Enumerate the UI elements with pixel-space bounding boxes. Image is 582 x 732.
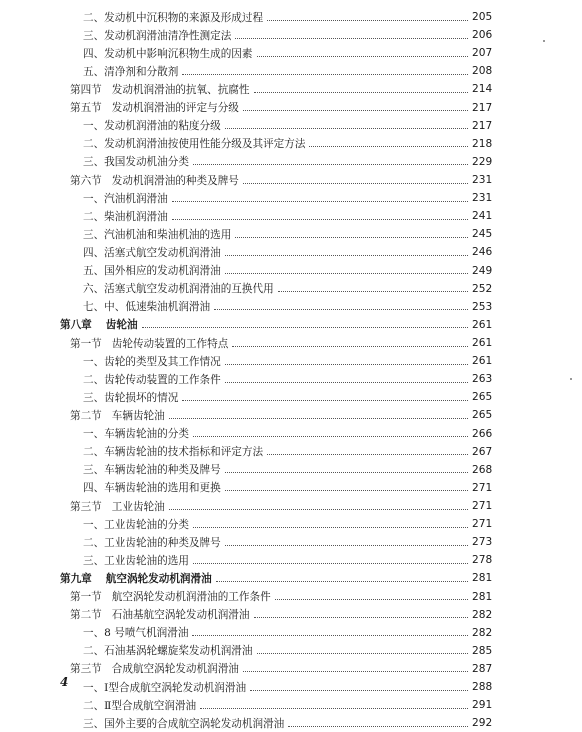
toc-entry-title: [70, 589, 271, 604]
toc-subsection-row: [0, 624, 582, 642]
toc-entry-text: 四、发动机中影响沉积物生成的因素: [83, 47, 253, 60]
dot-leader: [225, 382, 468, 383]
toc-entry-title: [83, 191, 168, 206]
dot-leader: [172, 201, 468, 202]
toc-page-number: 206: [472, 29, 493, 42]
dot-leader: [214, 309, 468, 310]
toc-entry-title: [83, 553, 189, 568]
toc-subsection-row: [0, 298, 582, 316]
toc-page-number: 214: [472, 83, 493, 96]
dot-leader: [243, 183, 468, 184]
dot-leader: [193, 164, 468, 165]
dot-leader: [216, 581, 468, 582]
toc-entry-text: 车辆齿轮油: [111, 409, 165, 422]
toc-subsection-row: [0, 225, 582, 243]
dot-leader: [225, 128, 468, 129]
toc-section-row: [0, 80, 582, 98]
dot-leader: [243, 671, 468, 672]
section-number: 第二节: [70, 609, 102, 622]
toc-page-number: 253: [472, 300, 493, 313]
toc-entry-title: [83, 28, 231, 43]
toc-entry-text: 一、工业齿轮油的分类: [83, 518, 189, 531]
toc-subsection-row: [0, 189, 582, 207]
toc-entry-text: 一、8 号喷气机润滑油: [83, 627, 189, 640]
toc-page-number: 261: [472, 318, 493, 331]
toc-entry-text: 四、活塞式航空发动机润滑油: [83, 246, 221, 259]
toc-page-number: 207: [472, 47, 493, 60]
toc-page-number: 287: [472, 662, 493, 675]
toc-entry-title: [60, 317, 138, 332]
dot-leader: [192, 635, 468, 636]
toc-entry-text: 一、齿轮的类型及其工作情况: [83, 355, 221, 368]
toc-subsection-row: [0, 551, 582, 569]
toc-page-number: 217: [472, 119, 493, 132]
toc-entry-text: 五、清净剂和分散剂: [83, 65, 179, 78]
toc-entry-text: 一、汽油机润滑油: [83, 192, 168, 205]
toc-entry-text: 齿轮传动装置的工作特点: [111, 337, 229, 350]
toc-entry-title: [83, 154, 189, 169]
toc-page-number: 229: [472, 155, 493, 168]
toc-subsection-row: [0, 135, 582, 153]
toc-page-number: 271: [472, 481, 493, 494]
section-number: 第二节: [70, 409, 102, 422]
toc-subsection-row: [0, 153, 582, 171]
toc-entry-text: 五、国外相应的发动机润滑油: [83, 265, 221, 278]
dot-leader: [275, 599, 468, 600]
toc-subsection-row: [0, 262, 582, 280]
dot-leader: [235, 237, 468, 238]
toc-entry-text: 三、齿轮损坏的情况: [83, 391, 179, 404]
section-number: 第六节: [70, 174, 102, 187]
dot-leader: [200, 708, 468, 709]
toc-page-number: 249: [472, 264, 493, 277]
toc-entry-title: [83, 46, 253, 61]
toc-entry-title: [83, 390, 178, 405]
toc-entry-text: 三、发动机润滑油清净性测定法: [83, 29, 232, 42]
dot-leader: [169, 509, 468, 510]
toc-entry-text: 航空涡轮发动机润滑油的工作条件: [111, 591, 271, 604]
toc-entry-text: 二、发动机润滑油按使用性能分级及其评定方法: [83, 138, 306, 151]
dot-leader: [225, 545, 468, 546]
toc-entry-text: 六、活塞式航空发动机润滑油的互换代用: [83, 283, 274, 296]
dot-leader: [142, 327, 468, 328]
scan-speck: [543, 40, 545, 42]
dot-leader: [193, 527, 468, 528]
toc-subsection-row: [0, 696, 582, 714]
toc-entry-text: 石油基航空涡轮发动机润滑油: [111, 609, 250, 622]
toc-subsection-row: [0, 117, 582, 135]
toc-section-row: [0, 406, 582, 424]
toc-page-number: 217: [472, 101, 493, 114]
toc-page-number: 261: [472, 337, 493, 350]
dot-leader: [182, 74, 468, 75]
toc-page-number: 218: [472, 137, 493, 150]
toc-entry-title: [70, 336, 228, 351]
dot-leader: [225, 273, 468, 274]
toc-entry-text: 二、发动机中沉积物的来源及形成过程: [83, 11, 264, 24]
dot-leader: [225, 472, 468, 473]
toc-page-number: 241: [472, 210, 493, 223]
toc-subsection-row: [0, 352, 582, 370]
toc-entry-title: [83, 372, 221, 387]
section-number: 第五节: [70, 102, 102, 115]
toc-entry-title: [83, 517, 189, 532]
toc-entry-title: [83, 281, 274, 296]
toc-entry-text: 发动机润滑油的种类及牌号: [111, 174, 239, 187]
chapter-number: 第八章: [60, 319, 92, 332]
toc-page-number: 278: [472, 554, 493, 567]
toc-page-number: 268: [472, 463, 493, 476]
toc-chapter-row: [0, 316, 582, 334]
toc-entry-title: [83, 136, 305, 151]
toc-subsection-row: [0, 678, 582, 696]
toc-subsection-row: [0, 8, 582, 26]
toc-page-number: 285: [472, 644, 493, 657]
dot-leader: [250, 690, 468, 691]
toc-entry-title: [83, 209, 168, 224]
toc-entry-title: [70, 100, 239, 115]
toc-entry-text: 二、柴油机润滑油: [83, 210, 168, 223]
dot-leader: [257, 56, 469, 57]
toc-entry-text: 发动机润滑油的抗氧、抗腐性: [111, 83, 250, 96]
toc-entry-text: 一、车辆齿轮油的分类: [83, 428, 189, 441]
toc-entry-title: [83, 227, 231, 242]
scan-speck: [570, 378, 572, 380]
toc-entry-title: [83, 462, 221, 477]
toc-entry-title: [83, 263, 221, 278]
toc-entry-text: 二、Ⅱ型合成航空润滑油: [83, 699, 197, 712]
toc-page-number: 282: [472, 608, 493, 621]
toc-entry-title: [83, 10, 263, 25]
dot-leader: [267, 454, 468, 455]
toc-entry-title: [83, 354, 221, 369]
toc-entry-text: 工业齿轮油: [111, 500, 165, 513]
toc-page-number: 208: [472, 65, 493, 78]
toc-entry-title: [70, 499, 165, 514]
dot-leader: [225, 490, 468, 491]
toc-subsection-row: [0, 425, 582, 443]
dot-leader: [193, 436, 468, 437]
toc-entry-title: [83, 299, 210, 314]
toc-subsection-row: [0, 479, 582, 497]
toc-entry-text: 三、我国发动机油分类: [83, 156, 189, 169]
toc-subsection-row: [0, 243, 582, 261]
toc-entry-title: [83, 118, 221, 133]
toc-chapter-row: [0, 569, 582, 587]
toc-page-number: 246: [472, 246, 493, 259]
toc-subsection-row: [0, 26, 582, 44]
toc-entry-title: [83, 680, 246, 695]
toc-entry-title: [83, 480, 221, 495]
toc-section-row: [0, 588, 582, 606]
toc-page-number: 273: [472, 536, 493, 549]
dot-leader: [225, 255, 468, 256]
toc-entry-title: [70, 607, 250, 622]
toc-subsection-row: [0, 461, 582, 479]
toc-entry-title: [83, 245, 221, 260]
dot-leader: [169, 418, 468, 419]
toc-entry-title: [83, 643, 253, 658]
toc-entry-text: 三、工业齿轮油的选用: [83, 554, 189, 567]
toc-entry-title: [83, 426, 189, 441]
dot-leader: [193, 563, 468, 564]
toc-page-number: 245: [472, 228, 493, 241]
toc-section-row: [0, 497, 582, 515]
dot-leader: [172, 219, 468, 220]
dot-leader: [232, 346, 468, 347]
toc-section-row: [0, 660, 582, 678]
dot-leader: [309, 146, 468, 147]
dot-leader: [278, 291, 468, 292]
chapter-number: 第九章: [60, 572, 92, 585]
toc-entry-title: [83, 698, 196, 713]
toc-entry-text: 航空涡轮发动机润滑油: [105, 572, 212, 585]
toc-page-number: 231: [472, 174, 493, 187]
toc-entry-text: 发动机润滑油的评定与分级: [111, 102, 239, 115]
toc-subsection-row: [0, 62, 582, 80]
toc-entry-title: [70, 173, 239, 188]
section-number: 第四节: [70, 83, 102, 96]
toc-entry-text: 一、Ⅰ型合成航空涡轮发动机润滑油: [83, 681, 247, 694]
toc-entry-text: 齿轮油: [105, 319, 138, 332]
toc-entry-title: [70, 82, 250, 97]
toc-page-number: 265: [472, 391, 493, 404]
toc-entry-title: [83, 535, 221, 550]
dot-leader: [267, 20, 468, 21]
toc-entry-text: 四、车辆齿轮油的选用和更换: [83, 482, 221, 495]
section-number: 第三节: [70, 500, 102, 513]
toc-entry-title: [83, 625, 188, 640]
toc-entry-text: 二、石油基涡轮螺旋桨发动机润滑油: [83, 645, 253, 658]
toc-entry-text: 三、国外主要的合成航空涡轮发动机润滑油: [83, 717, 285, 730]
toc-entry-title: [70, 661, 239, 676]
toc-page-number: 263: [472, 373, 493, 386]
toc-section-row: [0, 606, 582, 624]
toc-entry-text: 合成航空涡轮发动机润滑油: [111, 663, 239, 676]
section-number: 第一节: [70, 337, 102, 350]
toc-subsection-row: [0, 443, 582, 461]
toc-section-row: [0, 334, 582, 352]
toc-page-number: 282: [472, 626, 493, 639]
table-of-contents: [0, 8, 582, 732]
toc-entry-title: [83, 64, 178, 79]
toc-section-row: [0, 171, 582, 189]
toc-entry-text: 二、车辆齿轮油的技术指标和评定方法: [83, 446, 264, 459]
dot-leader: [254, 617, 469, 618]
toc-page-number: 291: [472, 699, 493, 712]
toc-entry-title: [70, 408, 165, 423]
toc-entry-text: 二、齿轮传动装置的工作条件: [83, 373, 221, 386]
toc-page-number: 267: [472, 445, 493, 458]
toc-page-number: 261: [472, 355, 493, 368]
toc-subsection-row: [0, 533, 582, 551]
toc-subsection-row: [0, 44, 582, 62]
toc-page-number: 281: [472, 572, 493, 585]
toc-entry-text: 三、车辆齿轮油的种类及牌号: [83, 464, 221, 477]
dot-leader: [288, 726, 468, 727]
toc-page-number: 266: [472, 427, 493, 440]
toc-entry-text: 三、汽油机油和柴油机油的选用: [83, 228, 232, 241]
toc-subsection-row: [0, 280, 582, 298]
section-number: 第一节: [70, 591, 102, 604]
toc-subsection-row: [0, 515, 582, 533]
dot-leader: [257, 653, 469, 654]
toc-page-number: 231: [472, 192, 493, 205]
toc-page-number: 292: [472, 717, 493, 730]
section-number: 第三节: [70, 663, 102, 676]
toc-page-number: 288: [472, 681, 493, 694]
toc-page-number: 271: [472, 500, 493, 512]
toc-subsection-row: [0, 714, 582, 732]
toc-section-row: [0, 99, 582, 117]
toc-entry-text: 二、工业齿轮油的种类及牌号: [83, 536, 221, 549]
toc-entry-title: [83, 716, 284, 731]
toc-subsection-row: [0, 370, 582, 388]
toc-entry-text: 七、中、低速柴油机润滑油: [83, 301, 211, 314]
toc-page-number: 281: [472, 590, 493, 603]
toc-page-number: 271: [472, 518, 493, 531]
dot-leader: [243, 110, 468, 111]
page-number: 4: [60, 675, 69, 689]
dot-leader: [254, 92, 469, 93]
toc-page-number: 252: [472, 282, 493, 295]
toc-entry-title: [83, 444, 263, 459]
toc-subsection-row: [0, 207, 582, 225]
dot-leader: [182, 400, 468, 401]
dot-leader: [235, 38, 468, 39]
toc-subsection-row: [0, 642, 582, 660]
toc-page-number: 265: [472, 409, 493, 422]
toc-entry-text: 一、发动机润滑油的粘度分级: [83, 120, 221, 133]
dot-leader: [225, 364, 468, 365]
toc-entry-title: [60, 571, 212, 586]
toc-subsection-row: [0, 388, 582, 406]
toc-page-number: 205: [472, 11, 493, 24]
